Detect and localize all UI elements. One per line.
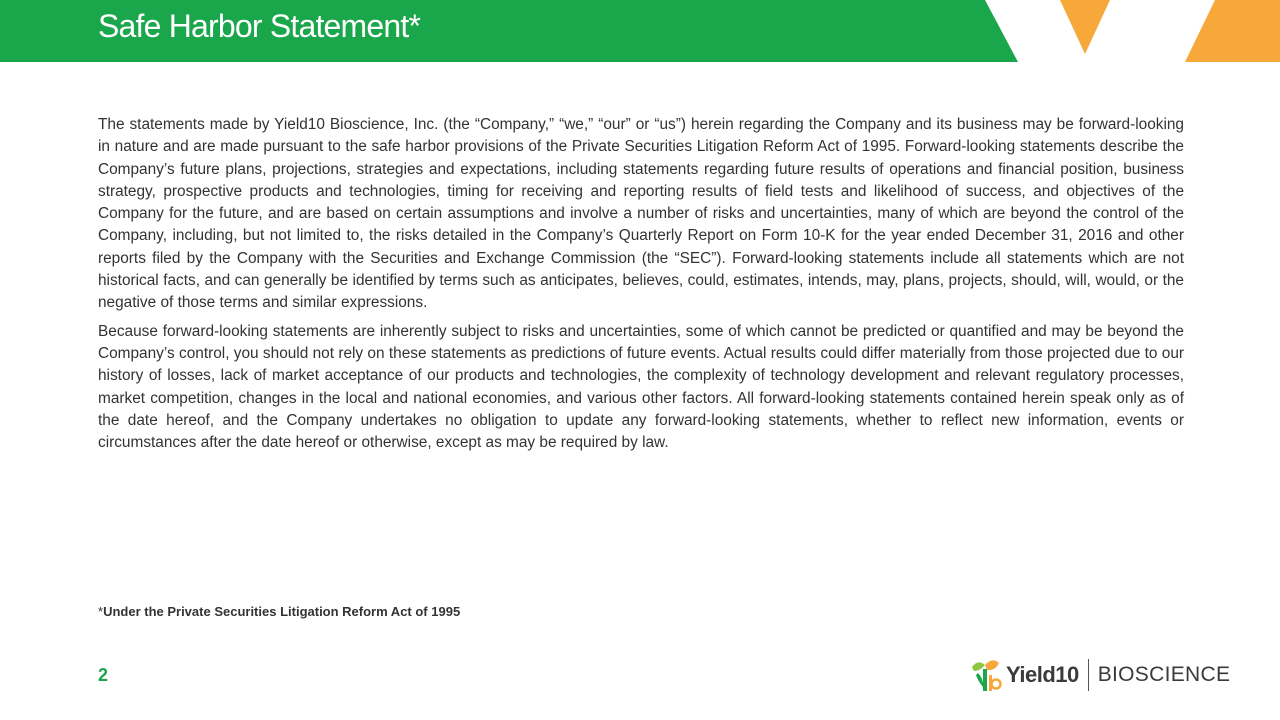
page-title: Safe Harbor Statement*	[98, 8, 421, 44]
footnote	[98, 604, 460, 619]
company-logo	[968, 656, 1230, 694]
page-number: 2	[98, 665, 109, 685]
header-orange-triangle-left	[1060, 0, 1110, 54]
leaf-logo-icon	[968, 657, 1002, 693]
statement-body	[98, 114, 1184, 460]
paragraph-1: The statements made by Yield10 Bioscience, Inc. (the “Company,” “we,” “our” or “us”) herein regarding the Company and its business may be forward-looking in nature and are made pursuant to the safe harbor provisions of the Private Securities Litigation Reform Act of 1995. Forward-looking statements describe the Company’s future plans, projections, strategies and expectations, including statements regarding future results of operations and financial position, business strategy, prospective products and technologies, timing for receiving and reporting results of field tests and likelihood of success, and objectives of the Company for the future, and are based on certain assumptions and involve a number of risks and uncertainties, many of which are beyond the control of the Company, including, but not limited to, the risks detailed in the Company’s Quarterly Report on Form 10-K for the year ended December 31, 2016 and other reports filed by the Company with the Securities and Exchange Commission (the “SEC”). Forward-looking statements include all statements which are not historical facts, and can generally be identified by terms such as anticipates, believes, could, estimates, intends, may, plans, projects, should, will, would, or the negative of those terms and similar expressions.	[98, 116, 1184, 312]
logo-divider	[1088, 659, 1089, 691]
header-orange-wedge-right	[1185, 0, 1280, 62]
logo-subtitle: BIOSCIENCE	[1097, 663, 1231, 686]
footnote-marker: *	[98, 604, 104, 619]
footnote-text: Under the Private Securities Litigation Reform Act of 1995	[103, 604, 461, 619]
logo-wordmark: Yield10	[1006, 662, 1079, 687]
paragraph-2: Because forward-looking statements are inherently subject to risks and uncertainties, some of which cannot be predicted or quantified and may be beyond the Company’s control, you should not rely on these statements as predictions of future events. Actual results could differ materially from those projected due to our history of losses, lack of market acceptance of our products and technologies, the complexity of technology development and relevant regulatory processes, market competition, changes in the local and national economies, and various other factors. All forward-looking statements contained herein speak only as of the date hereof, and the Company undertakes no obligation to update any forward-looking statements, whether to reflect new information, events or circumstances after the date hereof or otherwise, except as may be required by law.	[98, 322, 1184, 452]
